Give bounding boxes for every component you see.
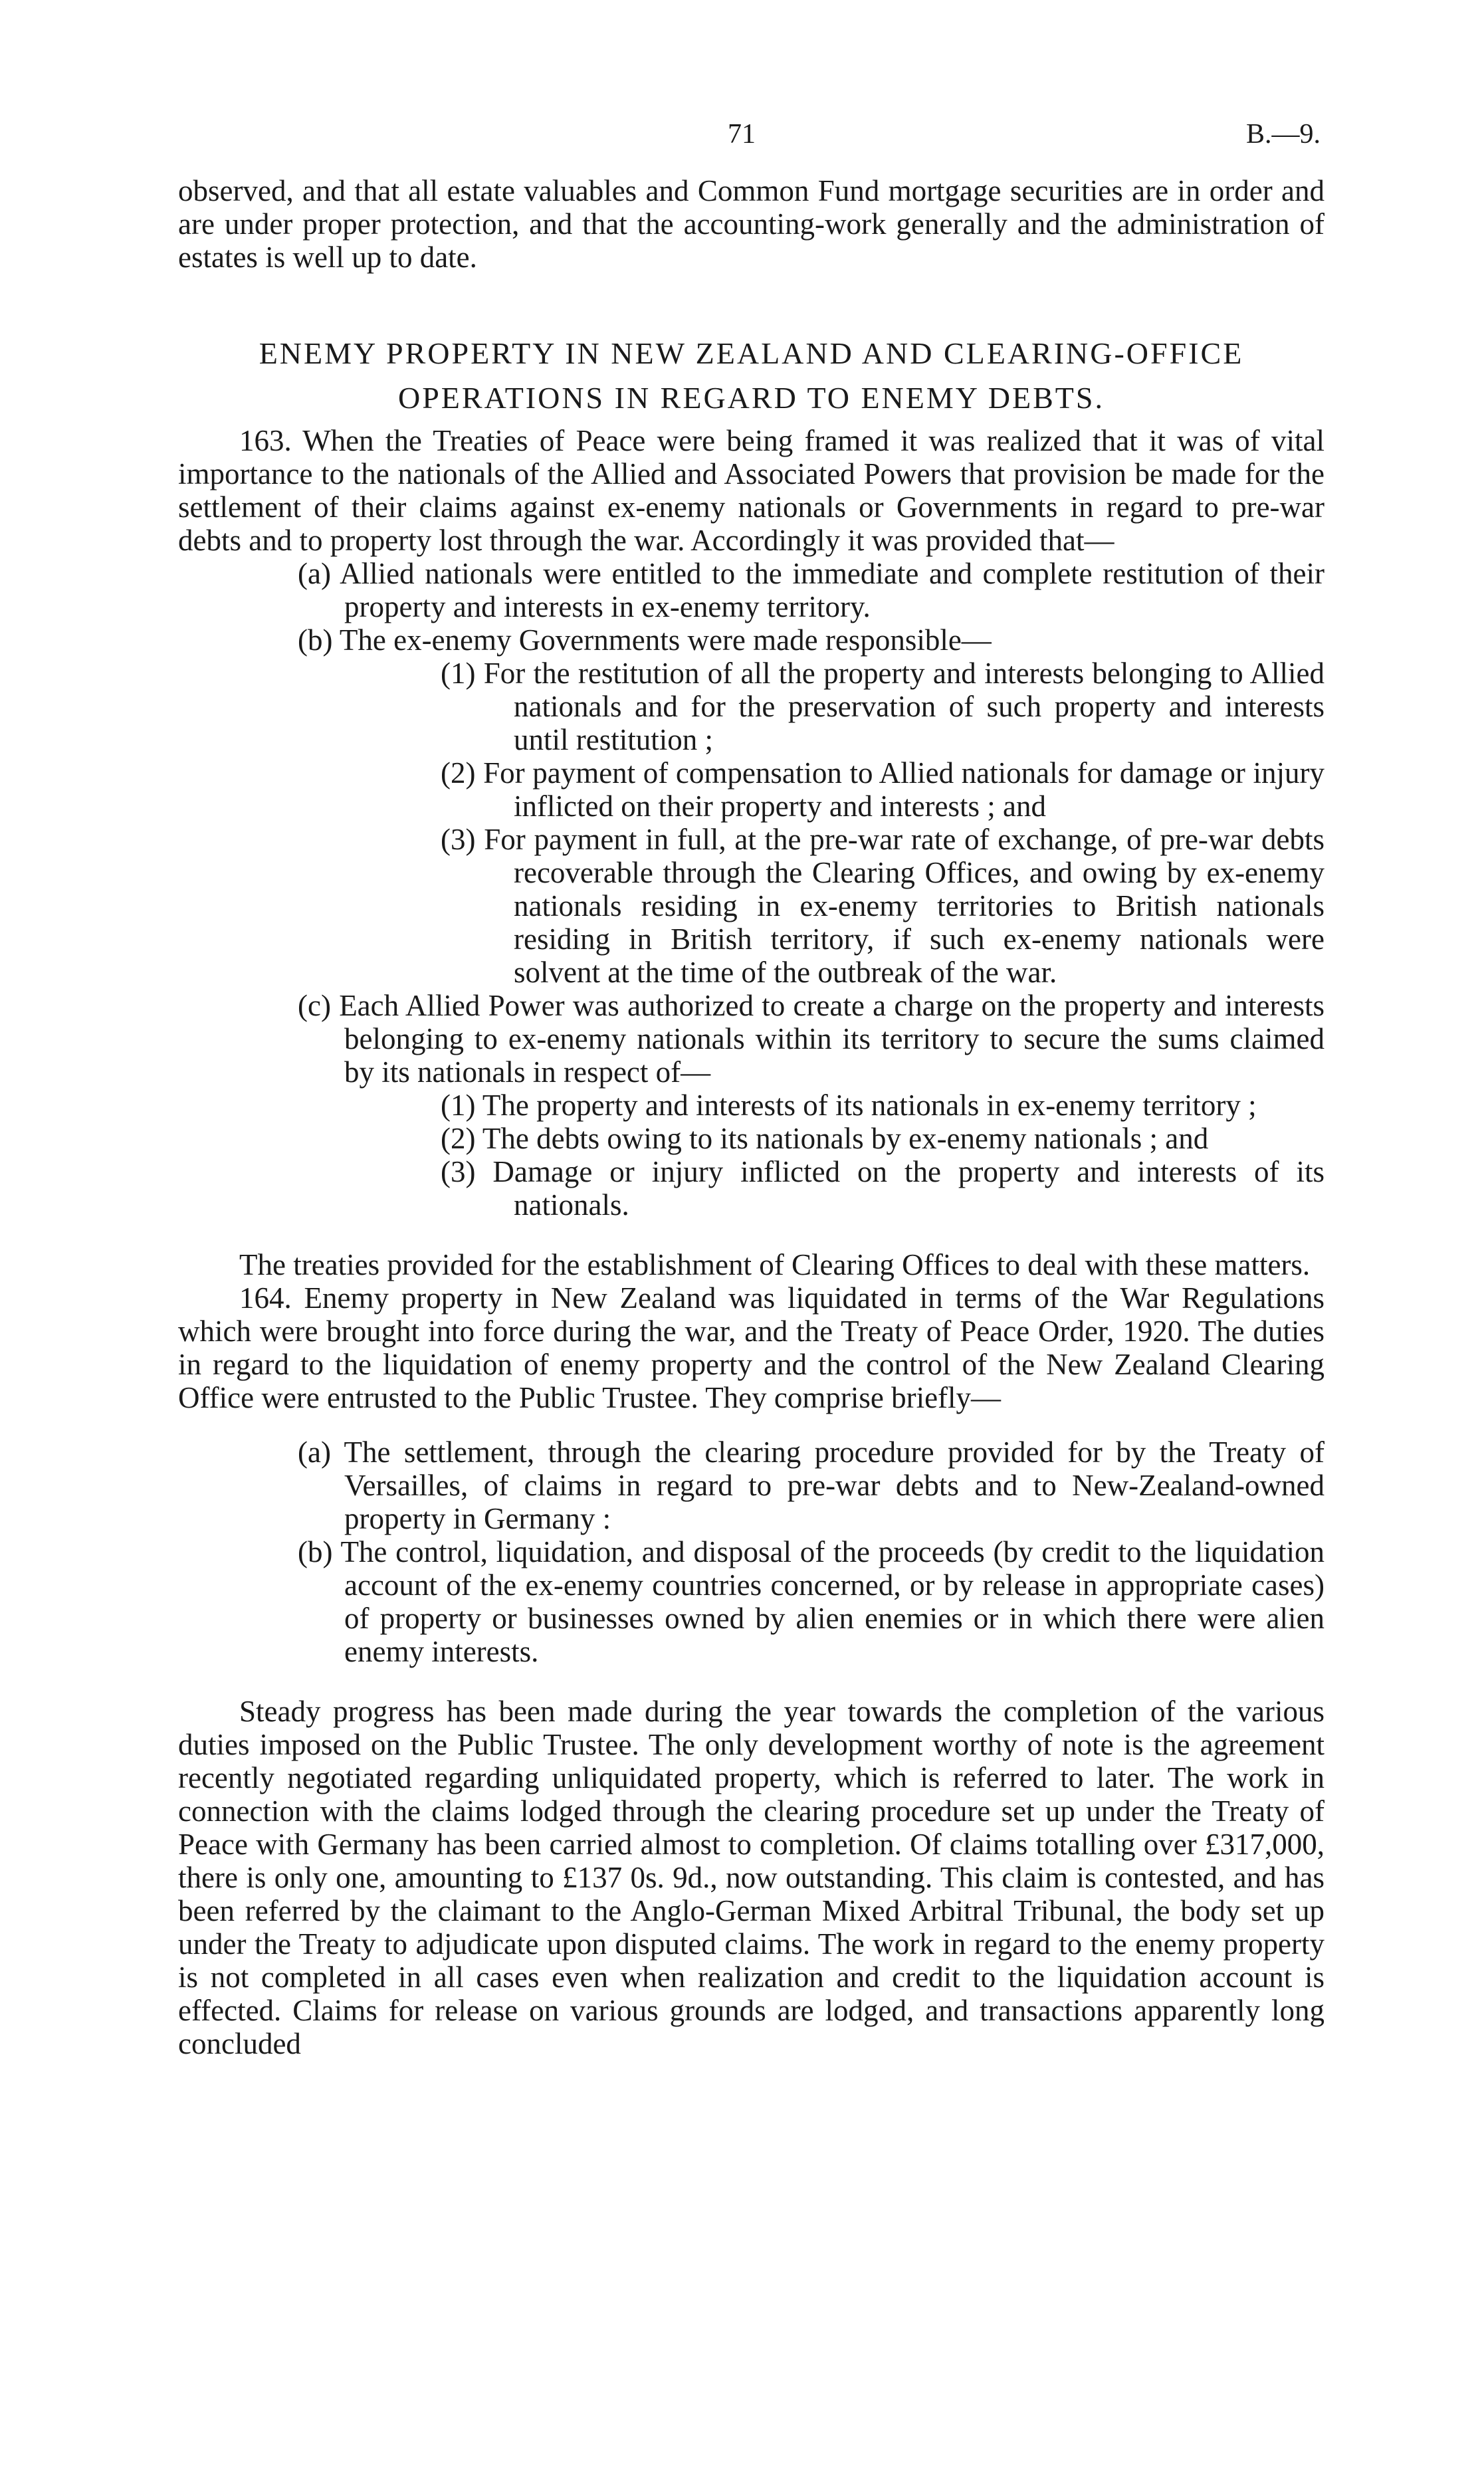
paragraph-163: 163. When the Treaties of Peace were being framed it was realized that it was of vital importance to the nationals of the Allied and Associated Powers that provision be made for the settlement of their claims against ex-enemy nationals or Governments in regard to pre-war debts and to property lost through the war. Accordingly it was provided that—	[178, 424, 1325, 557]
list-item-a: (a) Allied nationals were entitled to the immediate and complete restitution of their property and interests in ex-enemy territory.	[298, 557, 1325, 623]
document-reference: B.—9.	[1245, 119, 1321, 150]
section-heading-line-2: OPERATIONS IN REGARD TO ENEMY DEBTS.	[398, 381, 1105, 415]
section-heading-line-1: ENEMY PROPERTY IN NEW ZEALAND AND CLEARING-OFFICE	[259, 336, 1244, 370]
list-item-c: (c) Each Allied Power was authorized to create a charge on the property and interests belonging to ex-enemy nationals within its territory to secure the sums claimed by its nationals in respect of—	[298, 989, 1325, 1089]
list-item-c1: (1) The property and interests of its nationals in ex-enemy territory ;	[441, 1089, 1257, 1122]
list-item-164b: (b) The control, liquidation, and disposal of the proceeds (by credit to the liquidation account of the ex-enemy countries concerned, or by release in appropriate cases) of property or businesses owned by alien enemies or in which there were alien enemy interests.	[298, 1535, 1325, 1668]
paragraph-164: 164. Enemy property in New Zealand was liquidated in terms of the War Regulations which were brought into force during the war, and the Treaty of Peace Order, 1920. The duties in regard to the liquidation of enemy property and the control of the New Zealand Clearing Office were entrusted to the Public Trustee. They comprise briefly—	[178, 1281, 1325, 1414]
list-item-c3: (3) Damage or injury inflicted on the property and interests of its nationals.	[441, 1155, 1325, 1222]
page-body	[178, 174, 1325, 2060]
treaties-paragraph: The treaties provided for the establishment of Clearing Offices to deal with these matters.	[239, 1248, 1311, 1281]
page-number: 71	[728, 119, 756, 150]
list-item-b3: (3) For payment in full, at the pre-war rate of exchange, of pre-war debts recoverable through the Clearing Offices, and owing by ex-enemy nationals residing in ex-enemy territories to British nationals residing in British territory, if such ex-enemy nationals were solvent at the time of the outbreak of the war.	[441, 823, 1325, 989]
list-item-c2: (2) The debts owing to its nationals by ex-enemy nationals ; and	[441, 1122, 1209, 1155]
opening-paragraph: observed, and that all estate valuables and Common Fund mortgage securities are in order and are under proper protection, and that the accounting-work generally and the administration of estates is well up to date.	[178, 174, 1325, 274]
list-item-b1: (1) For the restitution of all the property and interests belonging to Allied nationals and for the preservation of such property and interests until restitution ;	[441, 657, 1325, 756]
list-item-164a: (a) The settlement, through the clearing procedure provided for by the Treaty of Versailles, of claims in regard to pre-war debts and to New-Zealand-owned property in Germany :	[298, 1436, 1325, 1535]
progress-paragraph: Steady progress has been made during the year towards the completion of the various duties imposed on the Public Trustee. The only development worthy of note is the agreement recently negotiated regarding unliquidated property, which is referred to later. The work in connection with the claims lodged through the clearing procedure set up under the Treaty of Peace with Germany has been carried almost to completion. Of claims totalling over £317,000, there is only one, amounting to £137 0s. 9d., now outstanding. This claim is contested, and has been referred by the claimant to the Anglo-German Mixed Arbitral Tribunal, the body set up under the Treaty to adjudicate upon disputed claims. The work in regard to the enemy property is not completed in all cases even when realization and credit to the liquidation account is effected. Claims for release on various grounds are lodged, and transactions apparently long concluded	[178, 1695, 1325, 2060]
list-item-b: (b) The ex-enemy Governments were made responsible—	[298, 623, 992, 657]
list-item-b2: (2) For payment of compensation to Allied nationals for damage or injury inflicted on their property and interests ; and	[441, 756, 1325, 823]
